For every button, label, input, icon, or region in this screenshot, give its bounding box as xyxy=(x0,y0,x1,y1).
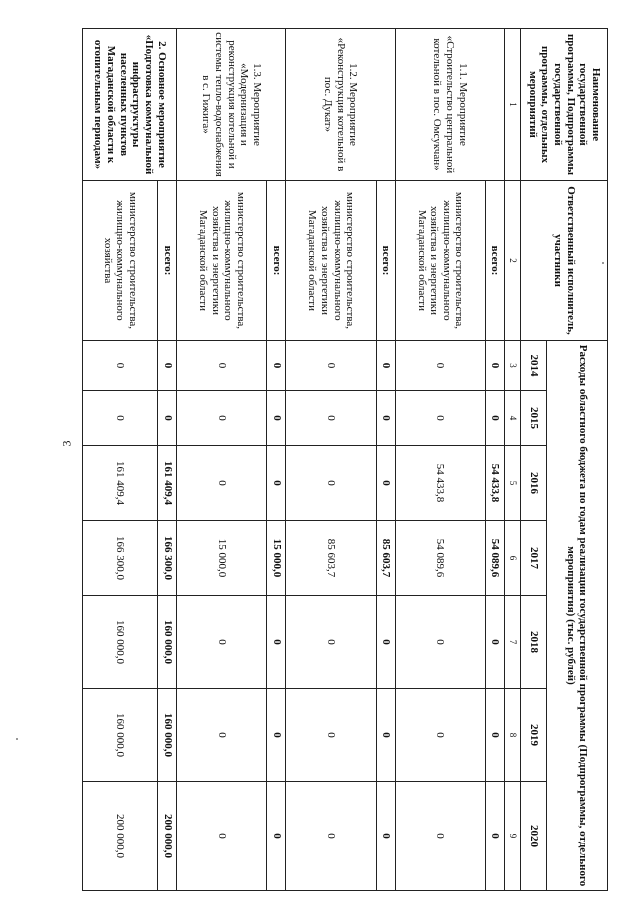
total-value: 0 xyxy=(376,391,395,446)
total-value: 160 000,0 xyxy=(158,596,177,689)
total-value: 0 xyxy=(158,391,177,446)
total-value: 0 xyxy=(267,689,286,782)
header-name: Наименование государственной программы, Подпрограммы государственной программы, отдельных мероприятий xyxy=(521,29,608,181)
executor-name: министерство строительства, жилищно-коммунального хозяйства и энергетики Магаданской области xyxy=(395,181,485,341)
executor-value: 54 433,8 xyxy=(395,446,485,521)
total-value: 160 000,0 xyxy=(158,689,177,782)
column-number: 7 xyxy=(504,596,520,689)
executor-value: 0 xyxy=(286,341,376,391)
executor-value: 0 xyxy=(286,446,376,521)
year-header: 2017 xyxy=(521,521,547,596)
rotated-page xyxy=(82,28,608,890)
column-number: 9 xyxy=(504,782,520,891)
scan-speck xyxy=(16,738,18,740)
executor-value: 0 xyxy=(177,689,267,782)
total-value: 166 300,0 xyxy=(158,521,177,596)
year-header: 2015 xyxy=(521,391,547,446)
executor-value: 160 000,0 xyxy=(83,596,158,689)
header-expenses: Расходы областного бюджета по годам реализации государственной программы (Подпрограммы, отдельного мероприятия) (тыс. рублей) xyxy=(546,341,607,891)
executor-value: 0 xyxy=(395,341,485,391)
activity-name: 1.3. Мероприятие «Модернизация и реконструкция котельной и системы тепло-водоснабжения в с. Гижига» xyxy=(177,29,286,181)
total-value: 0 xyxy=(376,782,395,891)
year-header: 2020 xyxy=(521,782,547,891)
executor-value: 0 xyxy=(395,596,485,689)
total-value: 0 xyxy=(267,391,286,446)
executor-name: министерство строительства, жилищно-коммунального хозяйства xyxy=(83,181,158,341)
executor-value: 0 xyxy=(395,689,485,782)
total-label: всего: xyxy=(376,181,395,341)
total-value: 0 xyxy=(376,596,395,689)
executor-value: 0 xyxy=(286,596,376,689)
total-value: 54 089,6 xyxy=(485,521,504,596)
budget-table xyxy=(82,28,608,891)
executor-value: 0 xyxy=(286,391,376,446)
page-number: 3 xyxy=(59,440,74,447)
total-value: 200 000,0 xyxy=(158,782,177,891)
total-value: 0 xyxy=(485,341,504,391)
executor-value: 0 xyxy=(83,341,158,391)
total-value: 0 xyxy=(485,689,504,782)
total-value: 0 xyxy=(267,446,286,521)
executor-value: 85 603,7 xyxy=(286,521,376,596)
total-value: 0 xyxy=(485,391,504,446)
total-value: 54 433,8 xyxy=(485,446,504,521)
total-value: 85 603,7 xyxy=(376,521,395,596)
total-value: 15 000,0 xyxy=(267,521,286,596)
executor-name: министерство строительства, жилищно-коммунального хозяйства и энергетики Магаданской области xyxy=(177,181,267,341)
total-value: 0 xyxy=(376,446,395,521)
column-number: 2 xyxy=(504,181,520,341)
executor-value: 200 000,0 xyxy=(83,782,158,891)
executor-value: 0 xyxy=(395,782,485,891)
year-header: 2016 xyxy=(521,446,547,521)
scan-speck xyxy=(602,262,604,264)
column-number: 3 xyxy=(504,341,520,391)
executor-value: 0 xyxy=(286,782,376,891)
total-value: 0 xyxy=(485,782,504,891)
executor-value: 0 xyxy=(177,782,267,891)
total-value: 0 xyxy=(485,596,504,689)
total-label: всего: xyxy=(158,181,177,341)
total-value: 0 xyxy=(376,341,395,391)
executor-value: 0 xyxy=(177,341,267,391)
total-label: всего: xyxy=(485,181,504,341)
executor-value: 54 089,6 xyxy=(395,521,485,596)
total-value: 0 xyxy=(267,341,286,391)
header-executor: Ответственный исполнитель, участники xyxy=(521,181,608,341)
activity-name: 1.1. Мероприятие «Строительство центральной котельной в пос. Омсукчан» xyxy=(395,29,504,181)
executor-value: 160 000,0 xyxy=(83,689,158,782)
year-header: 2014 xyxy=(521,341,547,391)
total-value: 0 xyxy=(158,341,177,391)
column-number: 4 xyxy=(504,391,520,446)
executor-name: министерство строительства, жилищно-коммунального хозяйства и энергетики Магаданской области xyxy=(286,181,376,341)
executor-value: 0 xyxy=(177,391,267,446)
executor-value: 0 xyxy=(83,391,158,446)
year-header: 2019 xyxy=(521,689,547,782)
column-number: 8 xyxy=(504,689,520,782)
column-number: 6 xyxy=(504,521,520,596)
total-value: 0 xyxy=(267,596,286,689)
total-value: 0 xyxy=(267,782,286,891)
executor-value: 161 409,4 xyxy=(83,446,158,521)
total-value: 161 409,4 xyxy=(158,446,177,521)
executor-value: 0 xyxy=(395,391,485,446)
column-number: 5 xyxy=(504,446,520,521)
activity-name: 2. Основное мероприятие «Подготовка коммунальной инфраструктуры населенных пунктов Магаданской области к отопительным периодам» xyxy=(83,29,177,181)
executor-value: 15 000,0 xyxy=(177,521,267,596)
year-header: 2018 xyxy=(521,596,547,689)
total-value: 0 xyxy=(376,689,395,782)
column-number: 1 xyxy=(504,29,520,181)
executor-value: 0 xyxy=(286,689,376,782)
executor-value: 166 300,0 xyxy=(83,521,158,596)
total-label: всего: xyxy=(267,181,286,341)
executor-value: 0 xyxy=(177,446,267,521)
activity-name: 1.2. Мероприятие «Реконструкция котельной в пос. Дукат» xyxy=(286,29,395,181)
executor-value: 0 xyxy=(177,596,267,689)
